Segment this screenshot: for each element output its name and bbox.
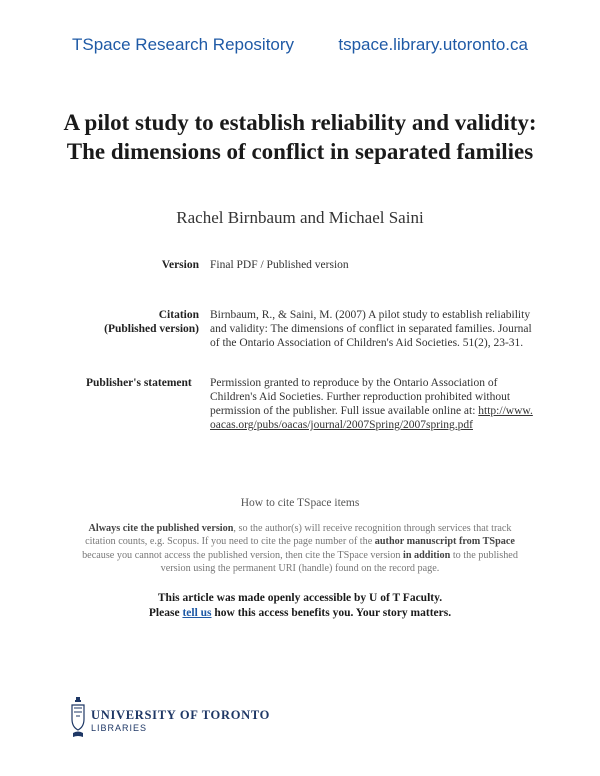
cite-bold-5: in addition [402,549,451,561]
repository-name: TSpace Research Repository [72,35,295,54]
access-note [60,591,540,621]
statement-label: Publisher's statement [86,377,192,389]
version-label: Version [161,259,199,271]
citation-label [60,308,199,336]
cite-bold-1: Always cite the published version [88,523,234,534]
cite-text-6: to the published version using the permanent URI (handle) found on the record page. [160,549,518,575]
university-name: UNIVERSITY OF TORONTO [91,708,271,722]
tell-us-link[interactable]: tell us [182,607,212,619]
crest-icon [70,697,86,741]
access-line1: This article was made openly accessible by U of T Faculty. [157,592,443,604]
access-pre: Please [148,607,183,619]
paper-title: A pilot study to establish reliability and validity: The dimensions of conflict in separated families [63,110,537,164]
how-to-cite-text [78,522,522,576]
cite-text-4: because you cannot access the published version, then cite the TSpace version [82,549,403,561]
access-post: how this access benefits you. Your story matters. [211,607,452,619]
citation-value: Birnbaum, R., & Saini, M. (2007) A pilot study to establish reliability and validity: The dimensions of conflict in separated families. Journal of the Ontario Association of Children's Aid Societies. 51(2), 23-31. [210,309,532,349]
repository-url[interactable]: tspace.library.utoronto.ca [338,35,528,54]
cite-text-2: , so the author(s) will receive recognition through services that track citation counts, e.g. Scopus. If you need to cite the page number of the [85,523,512,548]
statement-value [210,376,535,432]
statement-text: Permission granted to reproduce by the Ontario Association of Children's Aid Societies. Further reproduction prohibited without permission of the publisher. Full issue available online at: [210,377,511,417]
cite-bold-3: author manuscript from TSpace [374,536,515,548]
access-line2 [60,606,540,621]
paper-authors: Rachel Birnbaum and Michael Saini [176,208,424,227]
libraries-label: LIBRARIES [91,723,148,733]
citation-label-line2: (Published version) [104,323,199,335]
version-value: Final PDF / Published version [210,259,349,271]
how-to-cite-heading: How to cite TSpace items [240,497,360,509]
statement-link[interactable]: http://www.oacas.org/pubs/oacas/journal/2007Spring/2007spring.pdf [210,405,533,431]
citation-label-line1: Citation [158,309,199,321]
uoft-libraries-logo [70,697,290,741]
